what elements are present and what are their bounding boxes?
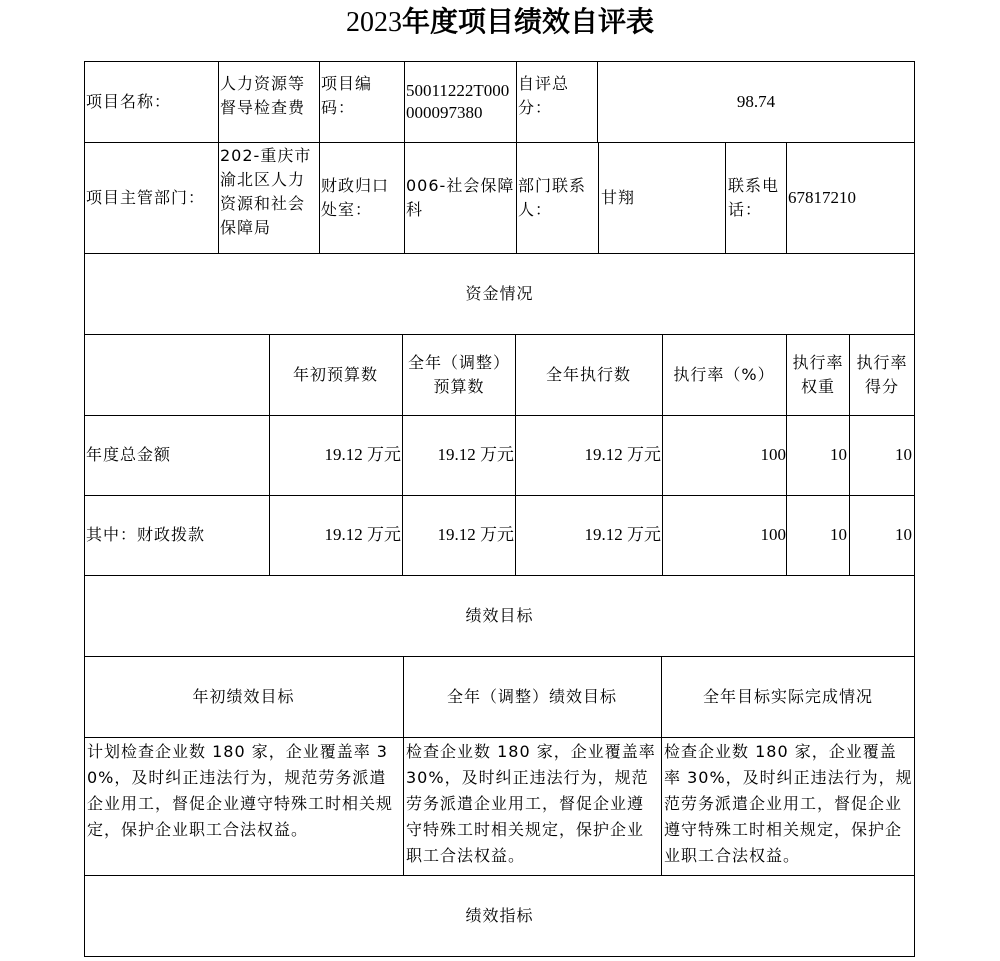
- rule: [404, 61, 405, 253]
- project-code-label-cell: [321, 72, 404, 142]
- targets-section-title: [84, 575, 915, 656]
- hdr-adjusted-budget-text: 全年（调整）预算数: [407, 352, 510, 396]
- funds-cell: [662, 495, 786, 575]
- adjusted-target-cell: [406, 739, 660, 875]
- dept-label-cell: [86, 142, 218, 253]
- title-text: 年度项目绩效自评表: [401, 5, 654, 38]
- row1-label: 年度总金额: [86, 445, 172, 464]
- funds-cell: [402, 495, 514, 575]
- initial-target-text: 计划检查企业数 180 家，企业覆盖率 30%，及时纠正违法行为，规范劳务派遣企业用工，督促企业遵守特殊工时相关规定，保护企业职工合法权益。: [87, 742, 394, 839]
- actual-target-text: 检查企业数 180 家，企业覆盖率 30%，及时纠正违法行为，规范劳务派遣企业用工，督促企业遵守特殊工时相关规定，保护企业职工合法权益。: [664, 742, 913, 865]
- project-name-label: 项目名称：: [86, 91, 172, 111]
- funds-row-label: [86, 415, 269, 495]
- project-code-cell: [406, 80, 516, 142]
- rule: [516, 61, 517, 253]
- rule: [84, 737, 915, 738]
- row2-initial: 19.12 万元: [324, 525, 401, 544]
- score-value: 98.74: [736, 91, 776, 111]
- row2-weight: 10: [830, 525, 847, 544]
- indicators-title: 绩效指标: [465, 905, 534, 925]
- hdr-initial-budget: [269, 334, 402, 415]
- funds-cell: [849, 415, 912, 495]
- indicators-section-title: [84, 875, 915, 956]
- funds-cell: [402, 415, 514, 495]
- hdr-actual-target: [661, 656, 915, 737]
- office-label: 财政归口处室：: [321, 175, 390, 219]
- rule: [786, 142, 787, 253]
- project-name-cell: [220, 72, 319, 142]
- hdr-actual-target-text: 全年目标实际完成情况: [702, 686, 873, 706]
- page-title: [0, 2, 1000, 43]
- row2-rate: 100: [760, 525, 786, 544]
- funds-cell: [269, 415, 401, 495]
- funds-row-label: [86, 495, 269, 575]
- phone-label: 联系电话：: [728, 175, 780, 219]
- score-label: 自评总分：: [518, 74, 570, 117]
- funds-cell: [662, 415, 786, 495]
- score-cell: [598, 61, 914, 142]
- actual-target-cell: [664, 739, 913, 875]
- dept-cell: [220, 144, 319, 253]
- hdr-executed: [515, 334, 662, 415]
- initial-target-cell: [87, 739, 401, 875]
- hdr-rate-score-text: 执行率得分: [856, 352, 908, 396]
- hdr-rate-weight: [788, 334, 848, 415]
- rule: [84, 956, 915, 957]
- rule: [218, 61, 219, 253]
- row1-executed: 19.12 万元: [584, 445, 661, 464]
- project-name-label-cell: [86, 61, 218, 142]
- hdr-rate: [662, 334, 786, 415]
- rule: [598, 142, 599, 253]
- hdr-initial-target: [84, 656, 403, 737]
- row1-weight: 10: [830, 445, 847, 464]
- funds-cell: [786, 495, 847, 575]
- rule: [319, 61, 320, 253]
- row2-label: 其中：财政拨款: [86, 525, 206, 544]
- contact-label-cell: [518, 142, 598, 253]
- hdr-rate-text: 执行率（%）: [673, 364, 775, 384]
- row2-adjusted: 19.12 万元: [437, 525, 514, 544]
- office-cell: [406, 142, 516, 253]
- funds-cell: [786, 415, 847, 495]
- dept-value: 202-重庆市渝北区人力资源和社会保障局: [220, 146, 312, 237]
- funds-cell: [849, 495, 912, 575]
- targets-title: 绩效目标: [465, 605, 534, 625]
- hdr-rate-weight-text: 执行率权重: [792, 352, 844, 396]
- funds-section-title: [84, 253, 915, 334]
- contact-label: 部门联系人：: [518, 175, 587, 219]
- dept-label: 项目主管部门：: [86, 187, 206, 207]
- rule: [84, 61, 85, 956]
- rule: [725, 142, 726, 253]
- row1-score: 10: [895, 445, 912, 464]
- funds-cell: [269, 495, 401, 575]
- row1-initial: 19.12 万元: [324, 445, 401, 464]
- hdr-initial-target-text: 年初绩效目标: [192, 686, 295, 706]
- phone-cell: [788, 142, 914, 253]
- rule: [914, 61, 915, 957]
- hdr-executed-text: 全年执行数: [545, 364, 631, 384]
- row1-adjusted: 19.12 万元: [437, 445, 514, 464]
- phone-value: 67817210: [788, 187, 856, 207]
- title-year: 2023: [345, 7, 402, 38]
- row1-rate: 100: [760, 445, 786, 464]
- row2-score: 10: [895, 525, 912, 544]
- phone-label-cell: [728, 142, 786, 253]
- contact-value: 甘翔: [601, 187, 636, 207]
- funds-cell: [515, 495, 661, 575]
- hdr-initial-budget-text: 年初预算数: [292, 364, 378, 384]
- funds-cell: [515, 415, 661, 495]
- hdr-adjusted-target: [403, 656, 661, 737]
- contact-cell: [601, 142, 725, 253]
- funds-title: 资金情况: [465, 283, 534, 303]
- row2-executed: 19.12 万元: [584, 525, 661, 544]
- hdr-rate-score: [851, 334, 913, 415]
- project-code-label: 项目编码：: [321, 74, 373, 117]
- office-label-cell: [321, 142, 404, 253]
- office-value: 006-社会保障科: [406, 175, 515, 219]
- project-name-value: 人力资源等督导检查费: [220, 74, 306, 117]
- hdr-adjusted-budget: [406, 334, 512, 415]
- adjusted-target-text: 检查企业数 180 家，企业覆盖率 30%，及时纠正违法行为，规范劳务派遣企业用工，督促企业遵守特殊工时相关规定，保护企业职工合法权益。: [406, 742, 656, 865]
- project-code-value: 50011222T000000097380: [406, 81, 510, 122]
- hdr-adjusted-target-text: 全年（调整）绩效目标: [446, 686, 617, 706]
- score-label-cell: [518, 72, 597, 142]
